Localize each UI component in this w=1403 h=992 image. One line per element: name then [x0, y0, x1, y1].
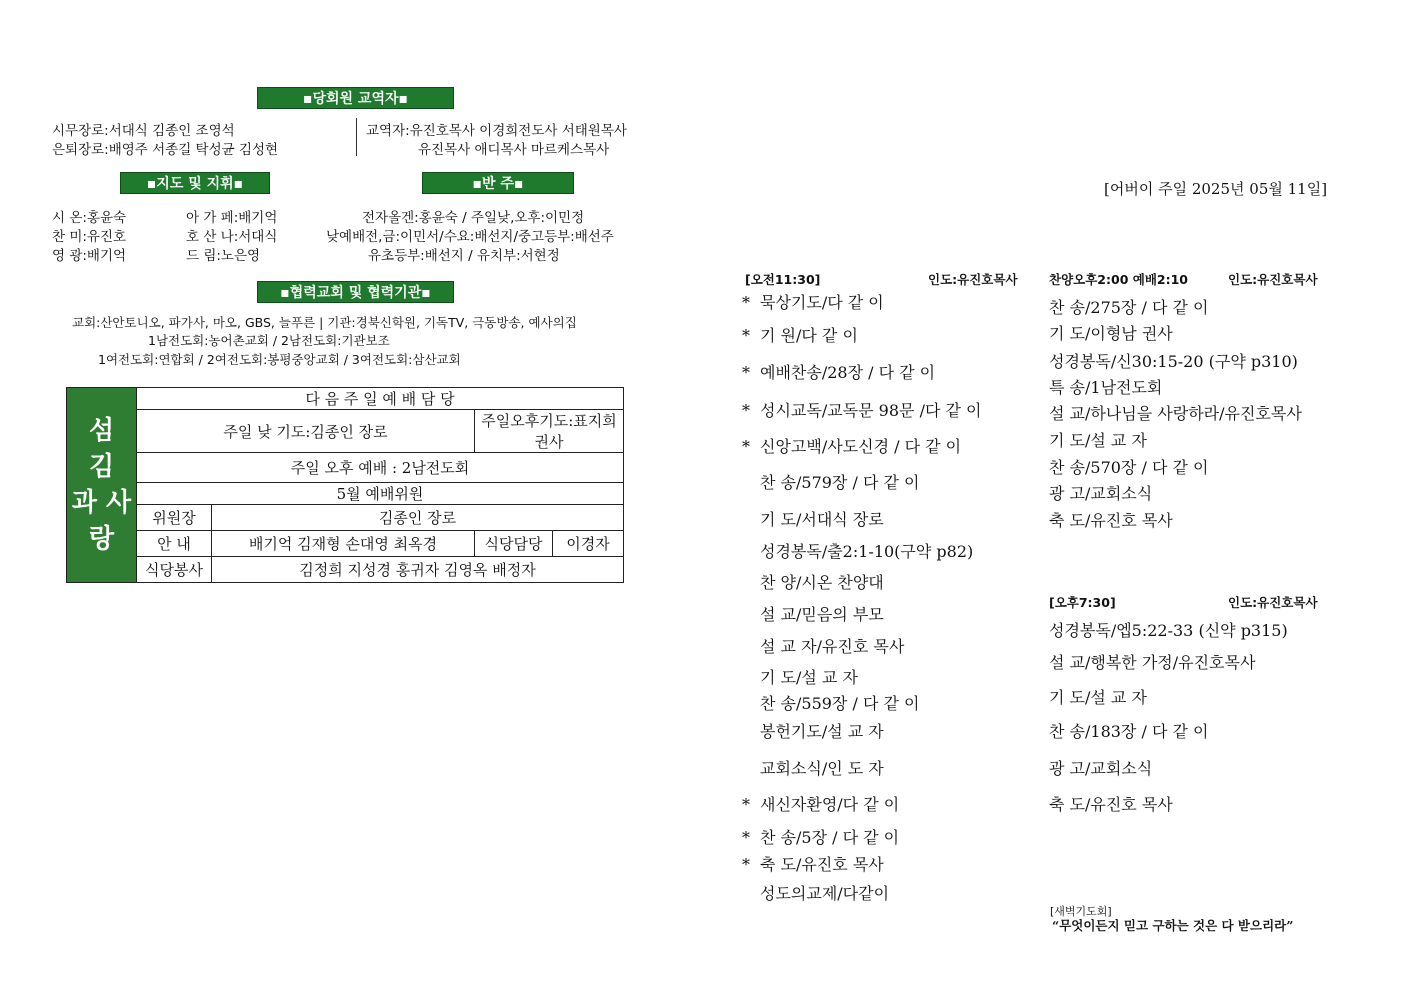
next-week-duty-table	[66, 387, 624, 583]
leader-row-2b: 호 산 나:서대식	[186, 229, 278, 245]
morning-item-text: 설 교 자/유진호 목사	[760, 637, 905, 656]
afternoon-item	[1049, 428, 1147, 451]
morning-item	[760, 665, 858, 688]
afternoon-item-text: 특 송/1남전도회	[1049, 378, 1163, 397]
morning-item-text: 기 도/서대식 장로	[760, 510, 884, 529]
morning-item	[760, 634, 904, 657]
morning-item	[760, 691, 920, 714]
afternoon-item	[1049, 375, 1162, 398]
afternoon-prayer: 주일오후기도:표지희 권사	[475, 410, 624, 453]
morning-item-text: 기 원/다 같 이	[760, 326, 858, 345]
afternoon-item-text: 성경봉독/신30:15-20 (구약 p310)	[1049, 352, 1298, 371]
evening-item	[1049, 650, 1255, 673]
accompanist-row-2: 낮예배전,금:이민서/수요:배선지/중고등부:배선주	[326, 229, 614, 245]
sunday-prayer: 주일 낮 기도:김종인 장로	[137, 410, 475, 453]
morning-item-text: 예배찬송/28장 / 다 같 이	[760, 363, 936, 382]
morning-item	[760, 602, 884, 625]
morning-time: [오전11:30]	[745, 272, 821, 287]
morning-item-text: 봉헌기도/설 교 자	[760, 722, 884, 741]
evening-item	[1049, 685, 1147, 708]
afternoon-item-text: 설 교/하나님을 사랑하라/유진호목사	[1049, 404, 1302, 423]
standing-mark: *	[742, 795, 750, 814]
may-committee: 5월 예배위원	[137, 483, 624, 505]
evening-item	[1049, 719, 1209, 742]
side-char-1: 섬	[88, 416, 115, 446]
morning-item	[742, 360, 936, 383]
afternoon-item-text: 기 도/이형남 권사	[1049, 324, 1173, 343]
morning-item-text: 찬 송/559장 / 다 같 이	[760, 694, 920, 713]
evening-item	[1049, 618, 1288, 641]
duty-title: 다 음 주 일 예 배 담 당	[137, 388, 624, 410]
afternoon-item	[1049, 481, 1152, 504]
standing-mark: *	[742, 828, 750, 847]
afternoon-time: 찬양오후2:00 예배2:10	[1049, 272, 1188, 287]
partners-line2: 1남전도회:농어촌교회 / 2남전도회:기관보조	[148, 333, 390, 348]
afternoon-leader: 인도:유진호목사	[1228, 272, 1318, 287]
accompanist-row-1: 전자올겐:홍윤숙 / 주일낮,오후:이민정	[362, 210, 585, 226]
morning-item	[742, 792, 900, 815]
side-char-3: 과 사	[71, 488, 132, 518]
leader-row-2a: 찬 미:유진호	[52, 229, 127, 245]
standing-mark: *	[742, 363, 750, 382]
afternoon-item	[1049, 508, 1173, 531]
chair-value: 김종인 장로	[212, 505, 624, 531]
morning-item	[742, 852, 884, 875]
leader-row-1a: 시 온:홍윤숙	[52, 210, 127, 226]
standing-mark: *	[742, 326, 750, 345]
staff-divider	[356, 118, 357, 156]
leader-row-1b: 아 가 페:배기억	[186, 210, 278, 226]
afternoon-item	[1049, 295, 1209, 318]
morning-item-text: 신앙고백/사도신경 / 다 같 이	[760, 437, 962, 456]
morning-item-text: 새신자환영/다 같 이	[760, 795, 900, 814]
morning-item-text: 묵상기도/다 같 이	[760, 293, 884, 312]
evening-item-text: 축 도/유진호 목사	[1049, 795, 1173, 814]
morning-item-text: 찬 송/579장 / 다 같 이	[760, 473, 920, 492]
morning-item	[760, 756, 884, 779]
partners-line1: 교회:산안토니오, 파가사, 마오, GBS, 늘푸른 | 기관:경북신학원, 기독TV, 극동방송, 예사의집	[72, 315, 577, 330]
morning-item-text: 성도의교제/다같이	[760, 884, 890, 903]
afternoon-item	[1049, 401, 1302, 424]
evening-item-text: 찬 송/183장 / 다 같 이	[1049, 722, 1209, 741]
standing-mark: *	[742, 293, 750, 312]
morning-item	[742, 323, 858, 346]
staff-banner: ▪당회원 교역자▪	[257, 87, 454, 109]
partners-banner: ▪협력교회 및 협력기관▪	[257, 281, 454, 303]
chair-label: 위원장	[137, 505, 212, 531]
accompanist-banner: ▪반 주▪	[422, 172, 574, 194]
active-elders: 시무장로:서대식 김종인 조영석	[52, 123, 235, 139]
evening-item-text: 성경봉독/엡5:22-33 (신약 p315)	[1049, 621, 1288, 640]
standing-mark: *	[742, 855, 750, 874]
afternoon-item-text: 광 고/교회소식	[1049, 484, 1153, 503]
morning-item	[760, 881, 889, 904]
evening-item-text: 광 고/교회소식	[1049, 759, 1153, 778]
side-char-2: 김	[88, 452, 115, 482]
morning-item-text: 설 교/믿음의 부모	[760, 605, 884, 624]
morning-item-text: 찬 송/5장 / 다 같 이	[760, 828, 900, 847]
partners-line3: 1여전도회:연합회 / 2여전도회:봉평중앙교회 / 3여전도회:삼산교회	[98, 352, 461, 367]
evening-item	[1049, 792, 1173, 815]
kitchen-value: 이경자	[553, 531, 624, 557]
morning-item-text: 성경봉독/출2:1-10(구약 p82)	[760, 542, 974, 561]
morning-item-text: 기 도/설 교 자	[760, 668, 858, 687]
evening-item-text: 설 교/행복한 가정/유진호목사	[1049, 653, 1256, 672]
morning-item	[760, 719, 884, 742]
kitchen-label: 식당담당	[475, 531, 553, 557]
dawn-prayer-label: [새벽기도회]	[1050, 905, 1112, 918]
afternoon-item	[1049, 455, 1209, 478]
morning-item	[742, 290, 884, 313]
afternoon-item-text: 찬 송/570장 / 다 같 이	[1049, 458, 1209, 477]
kitchen-service-label: 식당봉사	[137, 557, 212, 583]
evening-item	[1049, 756, 1152, 779]
morning-leader: 인도:유진호목사	[928, 272, 1018, 287]
afternoon-item-text: 축 도/유진호 목사	[1049, 511, 1173, 530]
morning-item-text: 성시교독/교독문 98문 /다 같 이	[760, 401, 982, 420]
morning-item	[760, 470, 920, 493]
standing-mark: *	[742, 437, 750, 456]
afternoon-service-duty: 주일 오후 예배 : 2남전도회	[137, 453, 624, 483]
leaders-banner: ▪지도 및 지휘▪	[120, 172, 270, 194]
side-char-4: 랑	[88, 524, 115, 554]
ministers-line1: 교역자:유진호목사 이경희전도사 서태원목사	[366, 123, 627, 139]
leader-row-3b: 드 림:노은영	[186, 248, 261, 264]
morning-item	[742, 825, 900, 848]
morning-item	[760, 507, 884, 530]
morning-item-text: 축 도/유진호 목사	[760, 855, 884, 874]
afternoon-item-text: 기 도/설 교 자	[1049, 431, 1147, 450]
usher-value: 배기억 김재형 손대영 최옥경	[212, 531, 475, 557]
morning-item	[742, 434, 962, 457]
morning-item-text: 찬 양/시온 찬양대	[760, 573, 884, 592]
morning-item	[760, 539, 973, 562]
evening-time: [오후7:30]	[1049, 595, 1116, 610]
ministers-line2: 유진목사 애디목사 마르케스목사	[418, 142, 610, 158]
afternoon-item-text: 찬 송/275장 / 다 같 이	[1049, 298, 1209, 317]
morning-item-text: 교회소식/인 도 자	[760, 759, 884, 778]
standing-mark: *	[742, 401, 750, 420]
retired-elders: 은퇴장로:배영주 서종길 탁성균 김성현	[52, 142, 279, 158]
kitchen-service-value: 김정희 지성경 홍귀자 김영옥 배정자	[212, 557, 624, 583]
service-and-love-label	[67, 388, 137, 583]
leader-row-3a: 영 광:배기억	[52, 248, 127, 264]
evening-leader: 인도:유진호목사	[1228, 595, 1318, 610]
dawn-prayer-verse: “무엇이든지 믿고 구하는 것은 다 받으리라”	[1052, 918, 1294, 933]
evening-item-text: 기 도/설 교 자	[1049, 688, 1147, 707]
bulletin-date: [어버이 주일 2025년 05월 11일]	[1104, 180, 1328, 198]
morning-item	[760, 570, 884, 593]
afternoon-item	[1049, 321, 1173, 344]
usher-label: 안 내	[137, 531, 212, 557]
accompanist-row-3: 유초등부:배선지 / 유치부:서현정	[368, 248, 560, 264]
afternoon-item	[1049, 349, 1298, 372]
morning-item	[742, 398, 982, 421]
